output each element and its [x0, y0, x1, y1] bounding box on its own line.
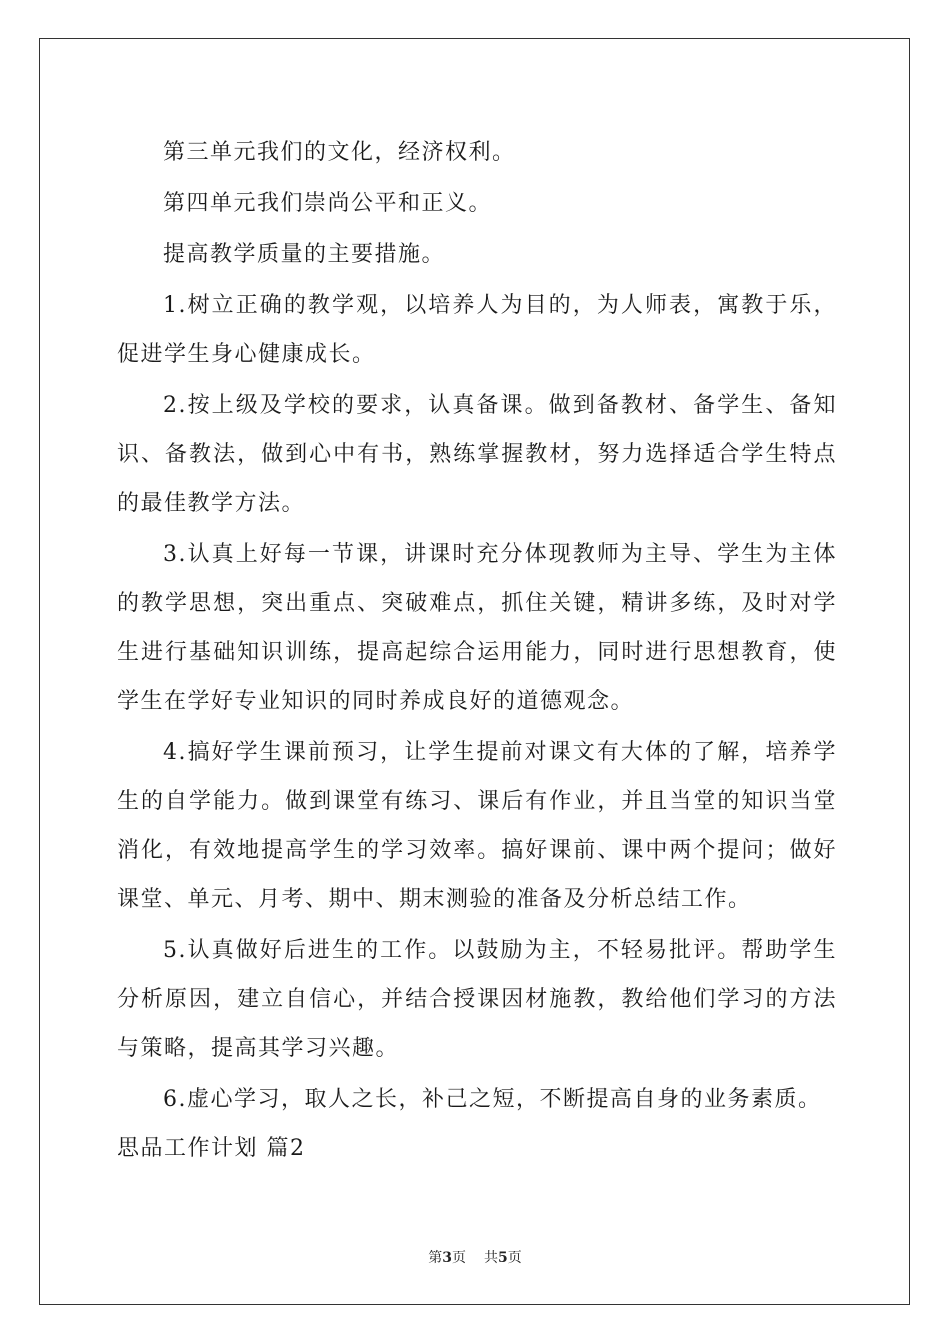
paragraph-measure-3: 3.认真上好每一节课，讲课时充分体现教师为主导、学生为主体的教学思想，突出重点、突破难点，抓住关键，精讲多练，及时对学生进行基础知识训练，提高起综合运用能力，同时进行思想教育，使学生在学好专业知识的同时养成良好的道德观念。: [117, 542, 837, 714]
page-number: 第3页: [428, 1250, 466, 1266]
paragraph-measure-1: 1.树立正确的教学观，以培养人为目的，为人师表，寓教于乐，促进学生身心健康成长。: [117, 293, 837, 367]
document-body: [117, 128, 837, 1173]
page-footer: [0, 1247, 950, 1267]
paragraph-measure-4: 4.搞好学生课前预习，让学生提前对课文有大体的了解，培养学生的自学能力。做到课堂有练习、课后有作业，并且当堂的知识当堂消化，有效地提高学生的学习效率。搞好课前、课中两个提问；做好课堂、单元、月考、期中、期末测验的准备及分析总结工作。: [117, 740, 837, 912]
paragraph-measure-2: 2.按上级及学校的要求，认真备课。做到备教材、备学生、备知识、备教法，做到心中有书，熟练掌握教材，努力选择适合学生特点的最佳教学方法。: [117, 393, 837, 516]
page-total: 共5页: [484, 1250, 522, 1266]
paragraph-measures-intro: 提高教学质量的主要措施。: [163, 242, 446, 267]
paragraph-measure-5: 5.认真做好后进生的工作。以鼓励为主，不轻易批评。帮助学生分析原因，建立自信心，并结合授课因材施教，教给他们学习的方法与策略，提高其学习兴趣。: [117, 938, 837, 1061]
paragraph-measure-6: 6.虚心学习，取人之长，补己之短，不断提高自身的业务素质。: [163, 1087, 822, 1112]
section-heading: 思品工作计划 篇2: [117, 1136, 306, 1161]
paragraph-unit-three: 第三单元我们的文化，经济权利。: [163, 140, 516, 165]
paragraph-unit-four: 第四单元我们崇尚公平和正义。: [163, 191, 493, 216]
